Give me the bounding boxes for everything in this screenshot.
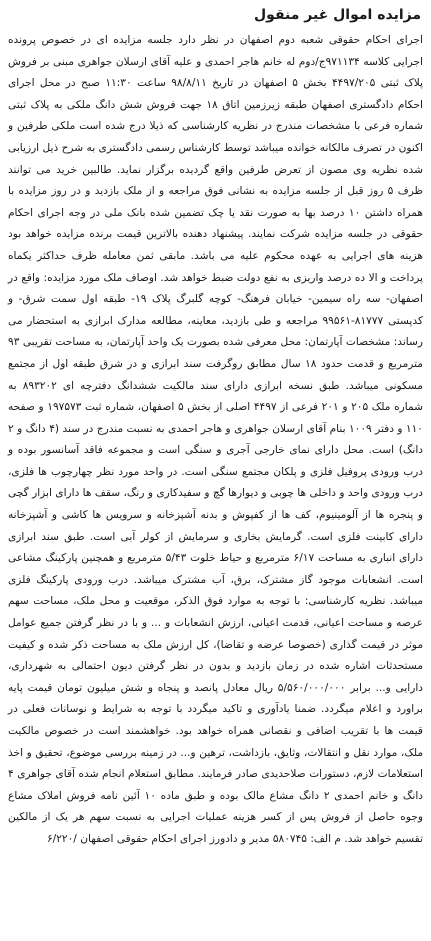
notice-body: اجرای احکام حقوقی شعبه دوم اصفهان در نظر دارد جلسه مزایده ای در خصوص پرونده اجرایی کلاسه ۹۷۱۱۳۴ج/دوم له خانم هاجر احمدی و علیه آقای ارسلان جواهری مبنی بر فروش پلاک ثبتی ۴۴۹۷/۲۰۵ بخش ۵ اصفهان در تاریخ ۹۸/۸/۱۱ ساعت ۱۱:۳۰ صبح در محل اجرای احکام دادگستری اصفهان طبقه زیرزمین اتاق ۱۸ جهت فروش شش دانگ ملکی به پلاک ثبتی شماره فرعی با مشخصات مندرج در نظریه کارشناسی که ذیلا درج شده است ملکی طرفین و اکنون در تصرف مالکانه خوانده میباشد توسط کارشناس رسمی دادگستری به شرح ذیل ارزیابی شده نظریه وی مصون از تعرض طرفین واقع گردیده برگزار نماید. طالبین خرید می توانند ظرف ۵ روز قبل از جلسه مزایده به نشانی فوق مراجعه و از ملک بازدید و در روز مزایده با همراه داشتن ۱۰ درصد بها به صورت نقد یا چک تضمین شده بانک ملی در وجه اجرای احکام حقوقی در جلسه مزایده شرکت نمایند. پیشنهاد دهنده بالاترین قیمت برنده مزایده خواهد بود هزینه های اجرایی به عهده محکوم علیه می باشد. مابقی ثمن معامله ظرف حداکثر یکماه پرداخت و الا ده درصد واریزی به نفع دولت ضبط خواهد شد. اوصاف ملک مورد مزایده: واقع در اصفهان- سه راه سیمین- خیابان فرهنگ- کوچه گلبرگ پلاک ۱۹- طبقه اول سمت شرق- و کدپستی ۸۱۷۷۷-۹۹۵۶۱ مراجعه و طی بازدید، معاینه، مطالعه مدارک ابرازی به استحضار می رساند: مشخصات آپارتمان: محل معرفی شده بصورت یک واحد آپارتمان، به مساحت تقریبی ۹۳ مترمربع و قدمت حدود ۱۸ سال مطابق روگرفت سند ابرازی و در شرق طبقه اول از مجتمع مسکونی میباشد. طبق نسخه ابرازی دارای سند مالکیت ششدانگ دفترچه ای ۸۹۳۲۰۲ به شماره ملک ۲۰۵ و ۲۰۱ فرعی از ۴۴۹۷ اصلی از بخش ۵ اصفهان، شماره ثبت ۱۹۷۵۷۳ و صفحه ۱۱۰ و دفتر ۱۰۰۹ بنام آقای ارسلان جواهری و هاجر احمدی به نسبت مندرج در سند (۴ دانگ و ۲ دانگ) است. محل دارای نمای خارجی آجری و سنگی است و مجموعه فاقد آسانسور بوده و درب ورودی پروفیل فلزی و پلکان مجتمع سنگی است. در واحد مورد نظر چهارچوب ها فلزی، درب ورودی واحد و داخلی ها چوبی و دیوارها گچ و سفیدکاری و رنگ، سقف ها دارای ابزار گچی و پنجره ها از آلومینیوم، کف ها از کفپوش و بدنه آشپزخانه و سرویس ها کاشی و آشپزخانه دارای کابینت فلزی است. گرمایش بخاری و سرمایش از کولر آبی است. طبق سند ابرازی دارای انباری به مساحت ۶/۱۷ مترمربع و حیاط خلوت ۵/۴۳ مترمربع و همچنین پارکینگ مشاعی است. انشعابات موجود گاز مشترک، برق، آب مشترک میباشد. درب ورودی پارکینگ فلزی میباشد. نظریه کارشناسی: با توجه به موارد فوق الذکر، موقعیت و محل ملک، مساحت سهم عرصه و مساحت اعیانی، قدمت اعیانی، ارزش انشعابات و ... و با در نظر گرفتن جمیع عوامل موثر در قیمت گذاری (خصوصا عرضه و تقاضا)، کل ارزش ملک به مساحت ذکر شده و کیفیت مستحدثات اشاره شده در زمان بازدید و بدون در نظر گرفتن دیون احتمالی به شهرداری، دارایی و... برابر ۵/۵۶۰/۰۰۰/۰۰۰ ریال معادل پانصد و پنجاه و شش میلیون تومان قیمت پایه براورد و اعلام میگردد. ضمنا یادآوری و تاکید میگردد با توجه به شرایط و نوسانات فعلی در قیمت ها با تقریب اضافی و نقصانی همراه خواهد بود. خواهشمند است در خصوص مالکیت ملک، موارد نقل و انتقالات، وثایق، بازداشت، ترهین و... در زمینه بررسی موضوع، تحقیق و اخذ استعلامات لازم، دستورات صلاحدیدی صادر فرمایند. مطابق استعلام انجام شده آقای جواهری ۴ دانگ و خانم احمدی ۲ دانگ مشاع مالک بوده و طبق ماده ۱۰ آئین نامه فروش املاک مشاع وجوه حاصل از فروش پس از کسر هزینه عملیات اجرایی به نسبت سهم هر یک از مالکین تقسیم خواهد شد. م الف: ۵۸۰۷۴۵ مدیر و دادورز اجرای احکام حقوقی اصفهان /۶/۲۲۰: [8, 34, 423, 845]
notice-title: مزایده اموال غیر منقول: [254, 7, 421, 23]
